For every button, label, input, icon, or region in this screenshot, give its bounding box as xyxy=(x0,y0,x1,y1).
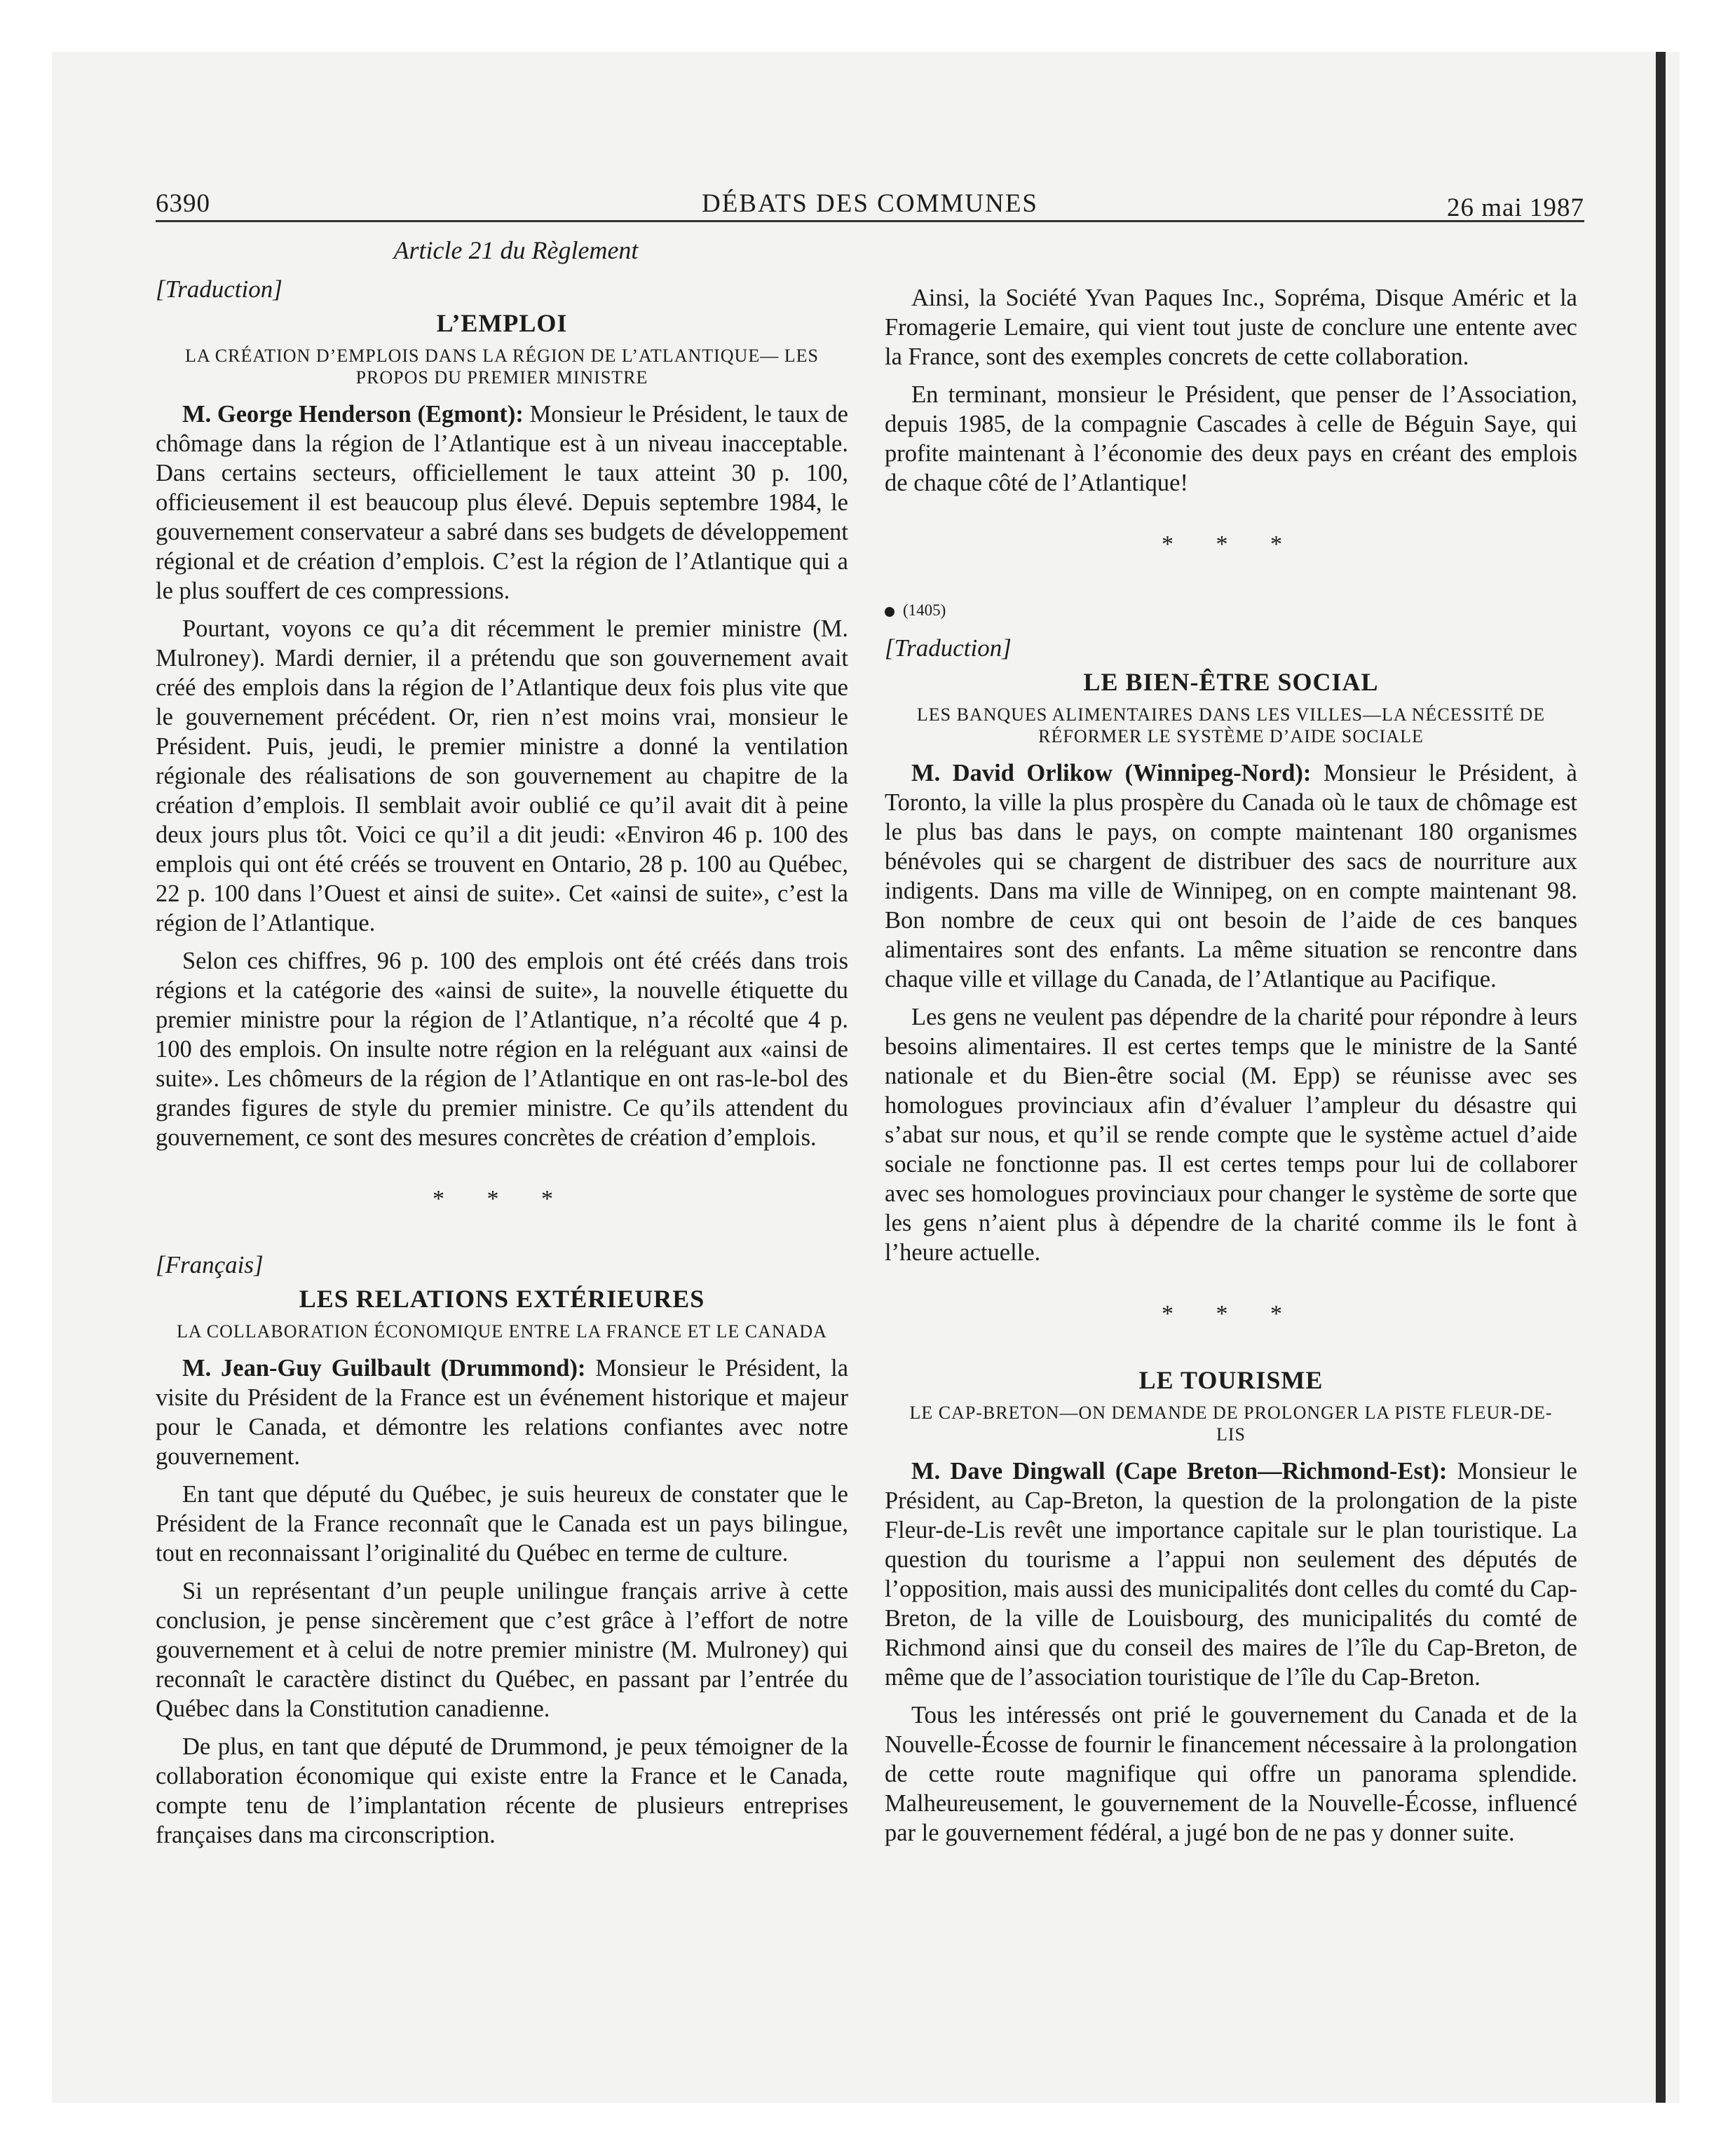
right-column xyxy=(885,231,1577,1856)
paragraph xyxy=(156,1353,848,1471)
speaker-name: M. Jean-Guy Guilbault (Drummond): xyxy=(182,1355,586,1381)
paragraph: En terminant, monsieur le Président, que penser de l’Association, depuis 1985, de la compagnie Cascades à celle de Béguin Saye, qui profite maintenant à l’économie des deux pays en créant des emplois de chaque côté de l’Atlantique! xyxy=(885,381,1577,496)
time-stamp: (1405) xyxy=(903,601,946,619)
bullet-icon xyxy=(885,607,894,617)
section-heading: LE BIEN-ÊTRE SOCIAL xyxy=(1083,668,1379,696)
section-heading: LES RELATIONS EXTÉRIEURES xyxy=(299,1285,705,1313)
language-tag: [Français] xyxy=(156,1251,264,1278)
scan-edge-bar xyxy=(1656,52,1666,2103)
section-heading: LE TOURISME xyxy=(1138,1366,1324,1394)
paragraph: Pourtant, voyons ce qu’a dit récemment le premier ministre (M. Mulroney). Mardi dernier, il a prétendu que son gouvernement avait créé des emplois dans la région de l’Atlantique deux fois plus vite que le gouvernement précédent. Or, rien n’est moins vrai, monsieur le Président. Puis, jeudi, le premier ministre a donné la ventilation régionale des réalisations de son gouvernement au chapitre de la création d’emplois. Il semblait avoir oublié ce qu’il avait dit à peine deux jours plus tôt. Voici ce qu’il a dit jeudi: «Environ 46 p. 100 des emplois qui ont été créés se trouvent en Ontario, 28 p. 100 au Québec, 22 p. 100 dans l’Ouest et ainsi de suite». Cet «ainsi de suite», c’est la région de l’Atlantique. xyxy=(156,615,848,936)
section-subheading: LE CAP-BRETON—ON DEMANDE DE PROLONGER LA PISTE FLEUR-DE-LIS xyxy=(909,1403,1553,1445)
paragraph xyxy=(156,400,848,606)
paragraph: Les gens ne veulent pas dépendre de la charité pour répondre à leurs besoins alimentaires. Il est certes temps que le ministre de la Santé nationale et du Bien-être social (M. Epp) se réunisse avec ses homologues provinciaux afin d’évaluer l’ampleur du désastre qui s’abat sur nous, et qu’il se rende compte que le système actuel d’aide sociale ne fonctionne pas. Il est certes temps pour lui de collaborer avec ses homologues provinciaux pour changer le système de sorte que les gens n’aient plus à dépendre de la charité comme ils le font à l’heure actuelle. xyxy=(885,1004,1577,1266)
paragraph-text: Monsieur le Président, à Toronto, la ville la plus prospère du Canada où le taux de chômage est le plus bas dans le pays, on compte maintenant 180 organismes bénévoles qui se chargent de distribuer des sacs de nourriture aux indigents. Dans ma ville de Winnipeg, on en compte maintenant 98. Bon nombre de ceux qui ont besoin de l’aide de ces banques alimentaires sont des enfants. La même situation se rencontre dans chaque ville et village du Canada, de l’Atlantique au Pacifique. xyxy=(885,760,1577,992)
paragraph: Tous les intéressés ont prié le gouvernement du Canada et de la Nouvelle-Écosse de fournir le financement nécessaire à la prolongation de cette route magnifique qui offre un panorama splendide. Malheureusement, le gouvernement de la Nouvelle-Écosse, influencé par le gouvernement fédéral, a jugé bon de ne pas y donner suite. xyxy=(885,1702,1577,1846)
section-subheading: LA COLLABORATION ÉCONOMIQUE ENTRE LA FRANCE ET LE CANADA xyxy=(177,1321,827,1342)
section-separator: * * * xyxy=(1162,531,1300,557)
paragraph: De plus, en tant que député de Drummond, je peux témoigner de la collaboration économique qui existe entre la France et le Canada, compte tenu de l’implantation récente de plusieurs entreprises françaises dans ma circonscription. xyxy=(156,1733,848,1848)
section-subheading: LA CRÉATION D’EMPLOIS DANS LA RÉGION DE L’ATLANTIQUE— LES PROPOS DU PREMIER MINISTRE xyxy=(185,346,819,388)
paragraph: Si un représentant d’un peuple unilingue français arrive à cette conclusion, je pense sincèrement que c’est grâce à l’effort de notre gouvernement et à celui de notre premier ministre (M. Mulroney) qui reconnaît le caractère distinct du Québec, en passant par l’entrée du Québec dans la Constitution canadienne. xyxy=(156,1578,848,1722)
paragraph-text: Monsieur le Président, au Cap-Breton, la question de la prolongation de la piste Fleur-de-Lis revêt une importance capitale sur le plan touristique. La question du tourisme a l’appui non seulement des députés de l’opposition, mais aussi des municipalités dont celles du comté du Cap-Breton, de la ville de Louisbourg, des municipalités du comté de Richmond ainsi que du conseil des maires de l’île du Cap-Breton, de même que de l’association touristique de l’île du Cap-Breton. xyxy=(885,1458,1577,1691)
publication-title: DÉBATS DES COMMUNES xyxy=(701,189,1038,218)
section-separator: * * * xyxy=(433,1186,571,1212)
paragraph-text: Monsieur le Président, la visite du Président de la France est un événement historique et majeur pour le Canada, et démontre les relations confiantes avec notre gouvernement. xyxy=(156,1355,849,1470)
page-number: 6390 xyxy=(156,189,210,218)
section-separator: * * * xyxy=(1162,1301,1300,1327)
issue-date: 26 mai 1987 xyxy=(1447,193,1584,222)
paragraph xyxy=(885,1456,1577,1692)
speaker-name: M. George Henderson (Egmont): xyxy=(182,401,524,428)
language-tag: [Traduction] xyxy=(156,275,283,303)
paragraph: Selon ces chiffres, 96 p. 100 des emplois ont été créés dans trois régions et la catégorie des «ainsi de suite», la nouvelle étiquette du premier ministre pour la région de l’Atlantique, n’a récolté que 4 p. 100 des emplois. On insulte notre région en la reléguant aux «ainsi de suite». Les chômeurs de la région de l’Atlantique en ont ras-le-bol des grandes figures de style du premier ministre. Ce qu’ils attendent du gouvernement, ce sont des mesures concrètes de création d’emplois. xyxy=(156,948,848,1151)
section-heading: L’EMPLOI xyxy=(436,309,568,337)
paragraph-text: Monsieur le Président, le taux de chômage dans la région de l’Atlantique est à un niveau inacceptable. Dans certains secteurs, officiellement le taux atteint 30 p. 100, officieusement il est beaucoup plus élevé. Depuis septembre 1984, le gouvernement conservateur a sabré dans ses budgets de développement régional et de création d’emplois. C’est la région de l’Atlantique qui a le plus souffert de ces compressions. xyxy=(156,401,848,604)
left-column xyxy=(156,231,848,1858)
paragraph: Ainsi, la Société Yvan Paques Inc., Sopréma, Disque Améric et la Fromagerie Lemaire, qui vient tout juste de conclure une entente avec la France, sont des exemples concrets de cette collaboration. xyxy=(885,285,1577,370)
running-head xyxy=(156,184,1584,222)
speaker-name: M. David Orlikow (Winnipeg-Nord): xyxy=(911,760,1312,786)
section-subheading: LES BANQUES ALIMENTAIRES DANS LES VILLES—LA NÉCESSITÉ DE RÉFORMER LE SYSTÈME D’AIDE SOCIALE xyxy=(916,704,1546,746)
speaker-name: M. Dave Dingwall (Cape Breton—Richmond-Est): xyxy=(911,1458,1448,1485)
standing-order-line: Article 21 du Règlement xyxy=(393,236,639,264)
time-mark xyxy=(885,596,1577,625)
language-tag: [Traduction] xyxy=(885,634,1012,662)
paragraph xyxy=(885,758,1577,994)
paragraph: En tant que député du Québec, je suis heureux de constater que le Président de la France reconnaît que le Canada est un pays bilingue, tout en reconnaissant l’originalité du Québec en terme de culture. xyxy=(156,1481,848,1567)
